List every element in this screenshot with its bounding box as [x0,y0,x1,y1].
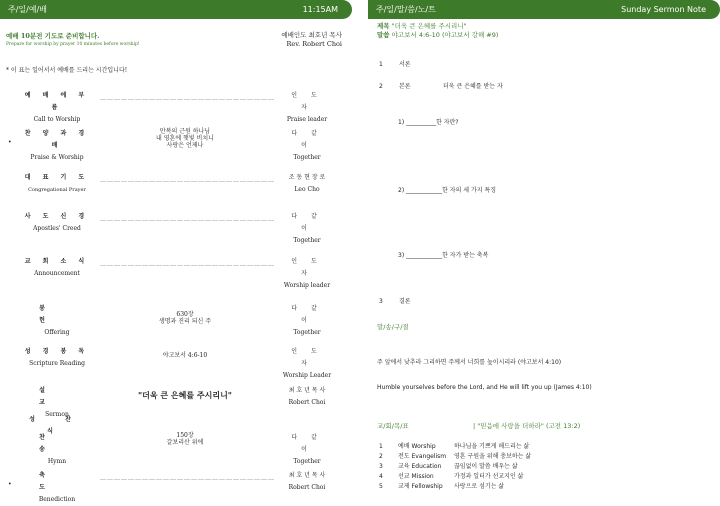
bulletin-title: 주/일/예/배 [8,5,47,14]
order-label: 봉 헌 Offering [39,305,75,336]
church-goals-theme: | "믿음에 사랑을 더하라" (고전 13:2) [473,422,581,430]
order-leader: 인 도 자 Praise leader [286,92,328,123]
welcome-english: Prepare for worship by prayer 10 minutes before worship! [6,42,140,47]
bulletin-header-bar [0,0,352,19]
fill-in-blank-2[interactable]: 2) ____________한 자의 세 가지 특징 [398,187,497,194]
goal-item: 3 교육 Education 끊임없이 말씀 배우는 삶 [379,463,518,470]
goal-item: 5 교제 Fellowship 사랑으로 섬기는 삶 [379,483,505,490]
outline-body: 2 본론 더욱 큰 은혜를 받는 자 [379,83,503,90]
order-label: 교 회 소 식 Announcement [24,258,90,277]
goal-item: 1 예배 Worship 하나님을 기쁘게 해드리는 삶 [379,443,530,450]
church-goals-heading: 교/회/목/표 | "믿음에 사랑을 더하라" (고전 13:2) [377,422,581,430]
sermon-note-header-bar [368,0,720,19]
sermon-title: "더욱 큰 은혜를 주시리니" [138,390,232,400]
order-row [0,385,352,418]
memory-verse-korean: 주 앞에서 낮추라 그리하면 주께서 너희를 높이시리라 (야고보서 4:10) [377,359,562,366]
outline-intro: 1 서론 [379,61,411,68]
service-time: 11:15AM [302,5,338,14]
song-list: 만복의 근원 하나님 내 영혼에 햇빛 비치니 사랑은 언제나 [156,128,214,149]
order-leader: 다 같 이 Together [291,130,323,161]
standing-notice: * 이 표는 일어서서 예배를 드리는 시간입니다! [6,67,128,74]
order-label: 대 표 기 도 Congregational Prayer [24,174,90,193]
order-label: 설 교 Sermon [39,387,75,418]
order-row [0,211,352,244]
dotted-leader: ………………………………………………………………… [100,475,275,482]
order-label: 찬 양 과 경 배 Praise & Worship [24,130,90,161]
order-row [0,432,352,465]
order-leader: 인 도 자 Worship leader [283,258,331,289]
church-goals-list [379,441,531,491]
dotted-leader: ………………………………………………………………… [100,261,275,268]
welcome-korean: 예배 10분전 기도로 준비합니다. [6,32,100,40]
dotted-leader: ………………………………………………………………… [100,95,275,102]
sermon-note-title: 주/일/말/씀/노/트 [376,5,436,14]
dotted-leader: ………………………………………………………………… [100,216,275,223]
goal-item: 2 전도 Evangelism 영혼 구원을 위해 충보하는 삶 [379,453,532,460]
fill-in-blank-1[interactable]: 1) __________한 자란? [398,119,459,126]
order-label: 예 배 에 부 름 Call to Worship [24,92,90,123]
order-row [0,90,352,123]
dotted-leader: ………………………………………………………………… [100,177,275,184]
sermon-note-subtitle: Sunday Sermon Note [621,5,706,14]
order-row [0,256,352,289]
order-label: 축 도 Benediction [38,472,76,503]
order-leader: 인 도 자 Worship Leader [282,348,332,379]
pastor-english: Rev. Robert Choi [286,40,342,48]
order-row [0,303,352,336]
order-leader: 다 같 이 Together [291,305,323,336]
offering-hymn: 630장 생명과 진리 되신 주 [158,311,212,325]
memory-verse-heading: 말/송/구/절 [377,323,409,331]
goal-item: 4 선교 Mission 가정과 일터가 선교지인 삶 [379,473,524,480]
order-label: 사 도 신 경 Apostles' Creed [24,213,90,232]
standing-bullet: • [8,481,12,488]
sermon-title-block: 제목 "더욱 큰 은혜를 주시리니" 말씀 야고보서 4:6-10 (야고보서 강해 #9) [377,22,499,39]
order-leader: 최 호 년 목 사 Robert Choi [288,472,326,491]
order-leader: 다 같 이 Together [291,213,323,244]
order-leader: 최 호 년 목 사 Robert Choi [288,387,326,406]
order-row [0,346,352,379]
order-leader: 다 같 이 Together [291,434,323,465]
pastor-korean: 예배인도 최호년 목사 [281,31,342,39]
order-row [0,470,352,503]
standing-bullet: • [8,139,12,146]
closing-hymn: 150장 갈보리산 위에 [166,432,204,446]
order-row [0,172,352,202]
scripture-reference: 야고보서 4:6-10 [162,352,208,359]
order-label: 성 경 봉 독 Scripture Reading [24,348,90,367]
order-row [0,128,352,161]
order-label: 찬 송 Hymn [39,434,75,465]
memory-verse-english: Humble yourselves before the Lord, and He will lift you up (James 4:10) [377,384,592,391]
worship-leader-info [281,31,342,49]
outline-conclusion: 3 결론 [379,298,411,305]
fill-in-blank-3[interactable]: 3) ____________한 자가 받는 축복 [398,252,489,259]
order-leader: 조 동 현 장 로 Leo Cho [288,174,326,193]
order-label: 성 찬 식 [29,416,85,435]
